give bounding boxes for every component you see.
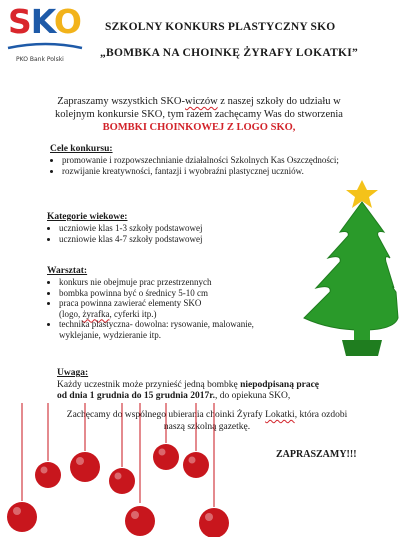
goals-title: Cele konkursu: [50, 144, 113, 154]
note-title: Uwaga: [57, 368, 89, 378]
workshop-list [47, 277, 297, 340]
ages-list [47, 223, 247, 244]
workshop-title: Warsztat: [47, 266, 88, 276]
goals-list [50, 155, 380, 176]
goals-section [50, 144, 380, 176]
intro-highlight: BOMBKI CHOINKOWEJ Z LOGO SKO, [102, 122, 296, 133]
ages-title: Kategorie wiekowe: [47, 212, 128, 222]
invite-paragraph: Zachęcamy do wspólnego ubierania choinki Żyrafy Lokatki, która ozdobi naszą szkolną gazetkę. [66, 410, 348, 432]
intro-paragraph: Zapraszamy wszystkich SKO-wiczów z naszej szkoły do udziału w kolejnym konkursie SKO, tym razem zachęcamy Was do stworzenia BOMBKI CHOINKOWEJ Z LOGO SKO, [55, 96, 343, 133]
contest-header: SZKOLNY KONKURS PLASTYCZNY SKO [105, 21, 336, 33]
logo-swoosh-icon [6, 42, 84, 54]
christmas-tree-icon [290, 180, 400, 360]
closing-text: ZAPRASZAMY!!! [276, 449, 357, 460]
age-categories-section [47, 212, 247, 244]
list-item: • praca powinna zawierać elementy SKO (logo, żyrafka, cyferki itp.) [59, 298, 297, 319]
sko-logo [6, 4, 86, 66]
list-item: • uczniowie klas 1-3 szkoły podstawowej [59, 223, 247, 234]
note-section [57, 368, 357, 403]
bank-name: PKO Bank Polski [16, 56, 64, 63]
sko-logo-letters: SKO [8, 2, 81, 41]
list-item: • rozwijanie kreatywności, fantazji i wyobraźni plastycznej uczniów. [62, 166, 380, 177]
baubles-decoration-icon [0, 403, 260, 537]
note-text: Każdy uczestnik może przynieść jedną bombkę niepodpisaną pracę od dnia 1 grudnia do 15 grudnia 2017r., do opiekuna SKO, [57, 379, 319, 401]
list-item: • bombka powinna być o średnicy 5-10 cm [59, 288, 297, 299]
list-item: • konkurs nie obejmuje prac przestrzennych [59, 277, 297, 288]
list-item: • uczniowie klas 4-7 szkoły podstawowej [59, 234, 247, 245]
contest-title: „BOMBKA NA CHOINKĘ ŻYRAFY LOKATKI” [100, 47, 359, 59]
workshop-section [47, 266, 297, 340]
list-item: • promowanie i rozpowszechnianie działalności Szkolnych Kas Oszczędności; [62, 155, 380, 166]
list-item: • technika plastyczna- dowolna: rysowanie, malowanie, wyklejanie, wydzieranie itp. [59, 319, 297, 340]
